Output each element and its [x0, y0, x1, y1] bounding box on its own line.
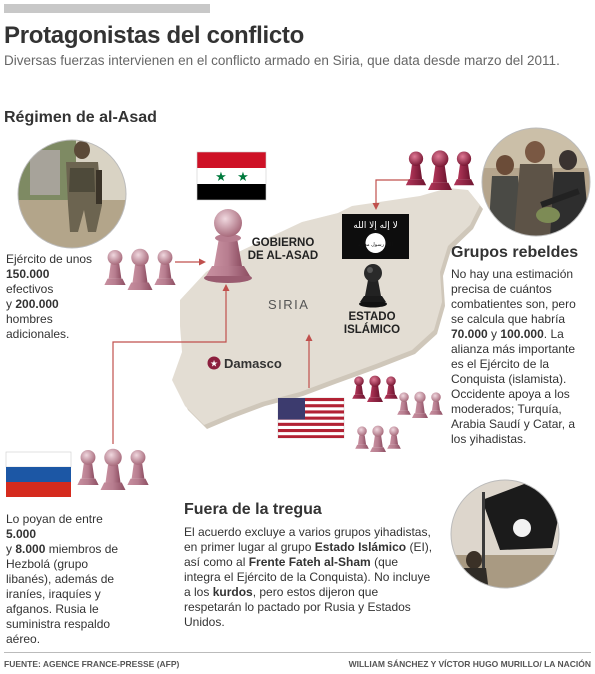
soldier-photo — [16, 138, 128, 250]
truce-text-2: (EI), así como al — [184, 540, 433, 569]
islamic-state-label-line-1: ESTADO — [348, 311, 396, 323]
russia-pawn-right — [127, 450, 148, 485]
footer-credits: WILLIAM SÁNCHEZ Y VÍCTOR HUGO MURILLO/ LA NACIÓN — [348, 659, 591, 669]
small-dark-pawn-right — [384, 376, 398, 398]
government-label-line-2: DE AL-ASAD — [247, 250, 319, 262]
regime-text — [6, 252, 106, 342]
svg-text:الله رسول محمد: الله رسول محمد — [358, 242, 393, 248]
svg-text:★: ★ — [215, 170, 227, 185]
small-light-pawn-bottom-left — [355, 426, 369, 448]
truce-bold-3: kurdos — [212, 585, 253, 599]
small-light-pawn-bottom-center — [370, 426, 386, 452]
truce-heading: Fuera de la tregua — [184, 501, 322, 518]
truce-text-4: , pero estos dijeron que respetarán lo pactado por Rusia y Estados Unidos. — [184, 585, 411, 629]
regime-text-1: Ejército de unos — [6, 252, 93, 266]
small-dark-pawn-left — [352, 376, 366, 398]
regime-pawn-center — [128, 249, 153, 290]
regime-text-3: y — [6, 297, 12, 311]
footer-rule — [4, 652, 591, 653]
truce-bold-2: Frente Fateh al-Sham — [248, 555, 371, 569]
regime-text-4: hombres adicionales. — [6, 312, 70, 341]
truce-text-3: (que integra el Ejército de la Conquista). No incluye a los — [184, 555, 431, 599]
rebels-pawn-right — [454, 152, 474, 186]
page-title: Protagonistas del conflicto — [4, 22, 304, 49]
islamic-state-label — [334, 311, 410, 337]
regime-number-1: 150.000 — [6, 267, 50, 281]
regime-pawn-left — [104, 250, 125, 285]
russia-pawn-center — [101, 449, 126, 490]
svg-text:★: ★ — [209, 359, 219, 370]
small-light-pawn-bottom-right — [387, 426, 401, 448]
rebels-text — [451, 267, 591, 447]
footer-source: FUENTE: AGENCE FRANCE-PRESSE (AFP) — [4, 659, 180, 669]
damascus-marker — [208, 357, 221, 370]
truce-text — [184, 525, 436, 630]
russia-text-3: miembros de Hezbolá (grupo libanés), además de iraníes, iraquíes y afganos. Rusia le suministra respaldo aéreo. — [6, 542, 119, 646]
regime-number-2: 200.000 — [15, 297, 59, 311]
small-light-pawn-right-center — [412, 392, 428, 418]
small-light-pawn-right-left — [397, 392, 411, 414]
rebels-number-1: 70.000 — [451, 327, 488, 341]
page-subtitle: Diversas fuerzas intervienen en el conflicto armado en Siria, que data desde marzo del 2011. — [4, 53, 560, 68]
regime-text-2: efectivos — [6, 282, 54, 296]
country-label: SIRIA — [268, 297, 310, 312]
capital-label: Damasco — [224, 356, 282, 371]
russia-number-1: 5.000 — [6, 527, 37, 541]
small-light-pawn-right-right — [429, 392, 443, 414]
government-label-line-1: GOBIERNO — [251, 237, 315, 249]
syrian-flag — [197, 152, 266, 200]
russia-number-2: 8.000 — [15, 542, 46, 556]
islamic-state-flag — [342, 214, 409, 259]
truce-bold-1: Estado Islámico — [314, 540, 407, 554]
rebels-heading: Grupos rebeldes — [451, 244, 579, 261]
rebels-number-2: 100.000 — [500, 327, 544, 341]
russian-flag — [6, 452, 71, 497]
rebels-text-1: No hay una estimación precisa de cuántos combatientes son, pero se calcula que habría — [451, 267, 576, 326]
rebels-pawn-left — [406, 152, 426, 186]
rebels-photo — [482, 128, 592, 238]
islamic-state-label-line-2: ISLÁMICO — [343, 324, 401, 336]
regime-heading: Régimen de al-Asad — [4, 109, 157, 126]
government-label — [240, 237, 326, 263]
regime-pawn-right — [154, 250, 175, 285]
russia-text-1: Lo poyan de entre — [6, 512, 103, 526]
rebels-pawn-center — [428, 150, 452, 190]
small-dark-pawn-center — [367, 376, 383, 402]
us-flag — [278, 398, 344, 438]
russia-text — [6, 512, 124, 647]
svg-text:لا إله إلا الله: لا إله إلا الله — [353, 221, 398, 231]
truce-text-1: El acuerdo excluye a varios grupos yihadistas, en primer lugar al grupo — [184, 525, 431, 554]
svg-text:★: ★ — [237, 170, 249, 185]
rebels-text-2: y — [491, 327, 498, 341]
russia-text-2: y — [6, 542, 12, 556]
russia-pawn-left — [77, 450, 98, 485]
isis-photo — [450, 478, 560, 600]
rebels-text-3: . La alianza más importante es el Ejército de la Conquista (islamista). Occidente apoya a los moderados; Turquía, Arabia Saudí y Catar, a los yihadistas. — [451, 327, 576, 446]
